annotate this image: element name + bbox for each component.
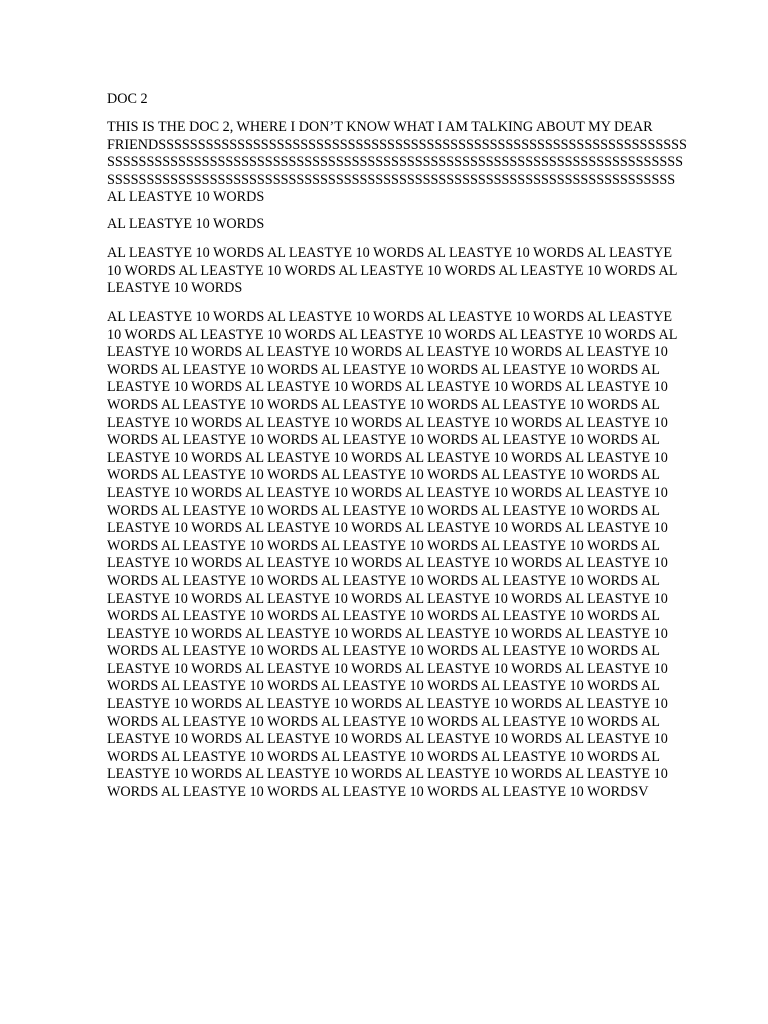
paragraph-short: AL LEASTYE 10 WORDS (107, 216, 265, 232)
document-title: DOC 2 (107, 91, 148, 107)
paragraph-medium: AL LEASTYE 10 WORDS AL LEASTYE 10 WORDS AL LEASTYE 10 WORDS AL LEASTYE 10 WORDS AL LEASTYE 10 WORDS AL LEASTYE 10 WORDS AL LEASTYE 10 WORDS AL LEASTYE 10 WORDS (107, 245, 678, 297)
paragraph-long: AL LEASTYE 10 WORDS AL LEASTYE 10 WORDS AL LEASTYE 10 WORDS AL LEASTYE 10 WORDS AL LEASTYE 10 WORDS AL LEASTYE 10 WORDS AL LEASTYE 10 WORDS AL LEASTYE 10 WORDS AL LEASTYE 10 WORDS AL LEASTYE 10 WORDS AL LEASTYE 10 WORDS AL LEASTYE 10 WORDS AL LEASTYE 10 WORDS AL LEASTYE 10 WORDS AL LEASTYE 10 WORDS AL LEASTYE 10 WORDS AL LEASTYE 10 WORDS AL LEASTYE 10 WORDS AL LEASTYE 10 WORDS AL LEASTYE 10 WORDS AL LEASTYE 10 WORDS AL LEASTYE 10 WORDS AL LEASTYE 10 WORDS AL LEASTYE 10 WORDS AL LEASTYE 10 WORDS AL LEASTYE 10 WORDS AL LEASTYE 10 WORDS AL LEASTYE 10 WORDS AL LEASTYE 10 WORDS AL LEASTYE 10 WORDS AL LEASTYE 10 WORDS AL LEASTYE 10 WORDS AL LEASTYE 10 WORDS AL LEASTYE 10 WORDS AL LEASTYE 10 WORDS AL LEASTYE 10 WORDS AL LEASTYE 10 WORDS AL LEASTYE 10 WORDS AL LEASTYE 10 WORDS AL LEASTYE 10 WORDS AL LEASTYE 10 WORDS AL LEASTYE 10 WORDS AL LEASTYE 10 WORDS AL LEASTYE 10 WORDS AL LEASTYE 10 WORDS AL LEASTYE 10 WORDS AL LEASTYE 10 WORDS AL LEASTYE 10 WORDS AL LEASTYE 10 WORDS AL LEASTYE 10 WORDS AL LEASTYE 10 WORDS AL LEASTYE 10 WORDS AL LEASTYE 10 WORDS AL LEASTYE 10 WORDS AL LEASTYE 10 WORDS AL LEASTYE 10 WORDS AL LEASTYE 10 WORDS AL LEASTYE 10 WORDS AL LEASTYE 10 WORDS AL LEASTYE 10 WORDS AL LEASTYE 10 WORDS AL LEASTYE 10 WORDS AL LEASTYE 10 WORDS AL LEASTYE 10 WORDS AL LEASTYE 10 WORDS AL LEASTYE 10 WORDS AL LEASTYE 10 WORDS AL LEASTYE 10 WORDS AL LEASTYE 10 WORDS AL LEASTYE 10 WORDS AL LEASTYE 10 WORDS AL LEASTYE 10 WORDS AL LEASTYE 10 WORDS AL LEASTYE 10 WORDS AL LEASTYE 10 WORDS AL LEASTYE 10 WORDS AL LEASTYE 10 WORDS AL LEASTYE 10 WORDS AL LEASTYE 10 WORDS AL LEASTYE 10 WORDS AL LEASTYE 10 WORDS AL LEASTYE 10 WORDS AL LEASTYE 10 WORDS AL LEASTYE 10 WORDS AL LEASTYE 10 WORDS AL LEASTYE 10 WORDS AL LEASTYE 10 WORDS AL LEASTYE 10 WORDS AL LEASTYE 10 WORDS AL LEASTYE 10 WORDS AL LEASTYE 10 WORDS AL LEASTYE 10 WORDS AL LEASTYE 10 WORDS AL LEASTYE 10 WORDS AL LEASTYE 10 WORDS AL LEASTYE 10 WORDS AL LEASTYE 10 WORDS AL LEASTYE 10 WORDSV (107, 309, 678, 801)
paragraph-intro: THIS IS THE DOC 2, WHERE I DON’T KNOW WHAT I AM TALKING ABOUT MY DEAR FRIENDSSSSSSSSSSSSSSSSSSSSSSSSSSSSSSSSSSSSSSSSSSSSSSSSSSSSSSSSSSSSSSSSSSS SSSSSSSSSSSSSSSSSSSSSSSSSSSSSSSSSSSSSSSSSSSSSSSSSSSSSSSSSSSSSSSSSSSSSSSSS SSSSSSSSSSSSSSSSSSSSSSSSSSSSSSSSSSSSSSSSSSSSSSSSSSSSSSSSSSSSSSSSSSSSSSSS AL LEASTYE 10 WORDS (107, 119, 687, 206)
